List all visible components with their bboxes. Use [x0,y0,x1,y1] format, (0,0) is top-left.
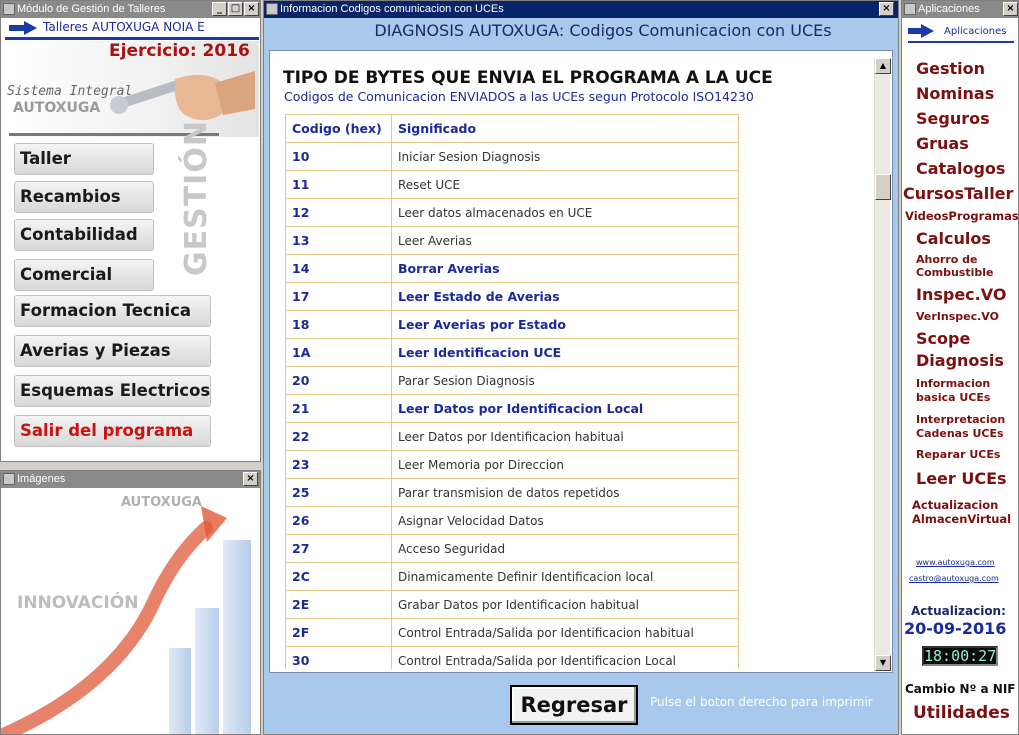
code-cell: 18 [286,311,392,339]
code-cell: 22 [286,423,392,451]
description-cell: Grabar Datos por Identificacion habitual [392,591,739,619]
app-link-item[interactable]: Nominas [916,84,995,103]
table-row [286,591,739,619]
doc-title: TIPO DE BYTES QUE ENVIA EL PROGRAMA A LA UCE [283,68,773,88]
app-link-item[interactable]: Scope [916,329,971,348]
app-link-item[interactable]: Calculos [916,229,991,248]
table-header-row [286,115,739,143]
code-cell: 27 [286,535,392,563]
code-cell: 25 [286,479,392,507]
table-row [286,143,739,171]
table-row [286,423,739,451]
code-cell: 26 [286,507,392,535]
table-row [286,283,739,311]
gestion-vertical-label: GESTIÓN [179,120,214,276]
arrow-right-icon [9,21,37,35]
description-cell: Acceso Seguridad [392,535,739,563]
print-hint: Pulse el boton derecho para imprimir [650,695,873,709]
col-header-desc: Significado [392,115,739,143]
taller-button[interactable]: Taller [14,143,154,175]
table-row [286,227,739,255]
description-cell: Reset UCE [392,171,739,199]
table-row [286,563,739,591]
module-header-label: Talleres AUTOXUGA NOIA E [43,20,205,34]
apps-header-underline [908,41,1014,43]
app-link-item[interactable]: Diagnosis [916,351,1004,370]
maximize-button[interactable]: □ [228,2,243,16]
description-cell: Leer Identificacion UCE [392,339,739,367]
ejercicio-label: Ejercicio: 2016 [109,41,250,61]
app-link-item[interactable]: Informacion [916,377,991,390]
description-cell: Control Entrada/Salida por Identificacion habitual [392,619,739,647]
description-cell: Borrar Averias [392,255,739,283]
scroll-thumb[interactable] [875,174,891,200]
app-link-item[interactable]: basica UCEs [916,391,991,404]
table-row [286,479,739,507]
nif-link[interactable]: Cambio Nº a NIF [905,682,1016,696]
description-cell: Leer Memoria por Direccion [392,451,739,479]
codes-table [285,114,739,669]
table-row [286,339,739,367]
apps-window-title: Aplicaciones [918,3,980,15]
apps-header: Aplicaciones [944,26,1007,37]
app-link-item[interactable]: Combustible [916,266,994,279]
table-row [286,451,739,479]
code-cell: 2F [286,619,392,647]
app-link-item[interactable]: Seguros [916,109,990,128]
module-window-title: Módulo de Gestión de Talleres [17,3,166,15]
code-cell: 14 [286,255,392,283]
app-link-item[interactable]: Ahorro de [916,253,978,266]
images-window [0,470,261,735]
comercial-button[interactable]: Comercial [14,259,154,291]
description-cell: Parar transmision de datos repetidos [392,479,739,507]
app-link-item[interactable]: Reparar UCEs [916,448,1001,461]
email-link[interactable]: castro@autoxuga.com [909,574,999,583]
close-button[interactable]: × [243,472,258,486]
web-link[interactable]: www.autoxuga.com [916,558,995,567]
close-button[interactable]: × [244,2,259,16]
app-icon [3,473,15,485]
arrow-right-icon [908,24,934,38]
description-cell: Leer datos almacenados en UCE [392,199,739,227]
table-row [286,199,739,227]
table-row [286,367,739,395]
info-window-title: Informacion Codigos comunicacion con UCEs [280,3,504,15]
description-cell: Leer Estado de Averias [392,283,739,311]
code-cell: 30 [286,647,392,670]
update-label: Actualizacion: [911,604,1006,618]
app-link-item[interactable]: AlmacenVirtual [912,512,1012,526]
app-icon [904,3,916,15]
info-header: DIAGNOSIS AUTOXUGA: Codigos Comunicacion con UCEs [374,21,832,40]
app-link-item[interactable]: Actualizacion [912,498,999,512]
code-cell: 13 [286,227,392,255]
code-cell: 21 [286,395,392,423]
description-cell: Parar Sesion Diagnosis [392,367,739,395]
description-cell: Leer Averias [392,227,739,255]
table-row [286,535,739,563]
app-link-item[interactable]: Catalogos [916,159,1006,178]
table-row [286,507,739,535]
formacion-tecnica-button[interactable]: Formacion Tecnica [14,295,211,327]
esquemas-electricos-button[interactable]: Esquemas Electricos [14,375,211,407]
code-cell: 12 [286,199,392,227]
module-header [5,19,259,37]
code-cell: 2E [286,591,392,619]
doc-subtitle: Codigos de Comunicacion ENVIADOS a las UCEs segun Protocolo ISO14230 [284,89,754,104]
table-row [286,395,739,423]
app-link-item[interactable]: Gruas [916,134,969,153]
apps-window-titlebar[interactable] [902,1,1018,18]
description-cell: Control Entrada/Salida por Identificacion Local [392,647,739,670]
minimize-button[interactable]: _ [212,2,227,16]
images-window-title: Imágenes [17,473,66,485]
app-link-item[interactable]: VerInspec.VO [916,310,999,323]
codes-table-clip [270,114,870,669]
description-cell: Leer Datos por Identificacion habitual [392,423,739,451]
app-link-item[interactable]: VideosProgramas [905,209,1019,223]
table-row [286,619,739,647]
app-link-item[interactable]: Leer UCEs [916,469,1007,488]
images-brand: AUTOXUGA [121,495,202,510]
images-caption: INNOVACIÓN [17,593,139,613]
app-link-item[interactable]: Inspec.VO [916,285,1007,304]
code-cell: 1A [286,339,392,367]
table-row [286,255,739,283]
code-cell: 23 [286,451,392,479]
module-window [0,0,261,462]
code-cell: 20 [286,367,392,395]
header-underline [5,37,259,40]
close-button[interactable]: × [879,2,894,16]
code-cell: 17 [286,283,392,311]
description-cell: Leer Datos por Identificacion Local [392,395,739,423]
close-button[interactable]: × [1003,2,1018,16]
description-cell: Leer Averias por Estado [392,311,739,339]
app-link-item[interactable]: CursosTaller [903,184,1014,203]
description-cell: Iniciar Sesion Diagnosis [392,143,739,171]
code-cell: 11 [286,171,392,199]
app-link-item[interactable]: Interpretacion [916,413,1006,426]
recambios-button[interactable]: Recambios [14,181,154,213]
update-date: 20-09-2016 [904,619,1007,638]
contabilidad-button[interactable]: Contabilidad [14,219,154,251]
regresar-button[interactable]: Regresar [510,685,638,725]
app-icon [3,3,15,15]
images-window-titlebar[interactable] [1,471,260,488]
app-link-item[interactable]: Cadenas UCEs [916,427,1004,440]
table-row [286,647,739,670]
scroll-down-button[interactable]: ▼ [875,655,891,671]
vertical-scrollbar[interactable] [874,58,890,671]
scroll-up-button[interactable]: ▲ [875,58,891,74]
table-row [286,311,739,339]
averias-piezas-button[interactable]: Averias y Piezas [14,335,211,367]
utilidades-link[interactable]: Utilidades [913,703,1010,723]
salir-button[interactable]: Salir del programa [14,415,211,447]
table-row [286,171,739,199]
col-header-code: Codigo (hex) [286,115,392,143]
description-cell: Asignar Velocidad Datos [392,507,739,535]
brand-line1: Sistema Integral [7,84,133,99]
app-icon [266,3,278,15]
digital-clock: 18:00:27 [924,647,997,665]
code-cell: 10 [286,143,392,171]
app-link-item[interactable]: Gestion [916,59,986,78]
brand-line2: AUTOXUGA [13,100,101,116]
description-cell: Dinamicamente Definir Identificacion local [392,563,739,591]
info-window-titlebar[interactable] [264,1,898,18]
code-cell: 2C [286,563,392,591]
